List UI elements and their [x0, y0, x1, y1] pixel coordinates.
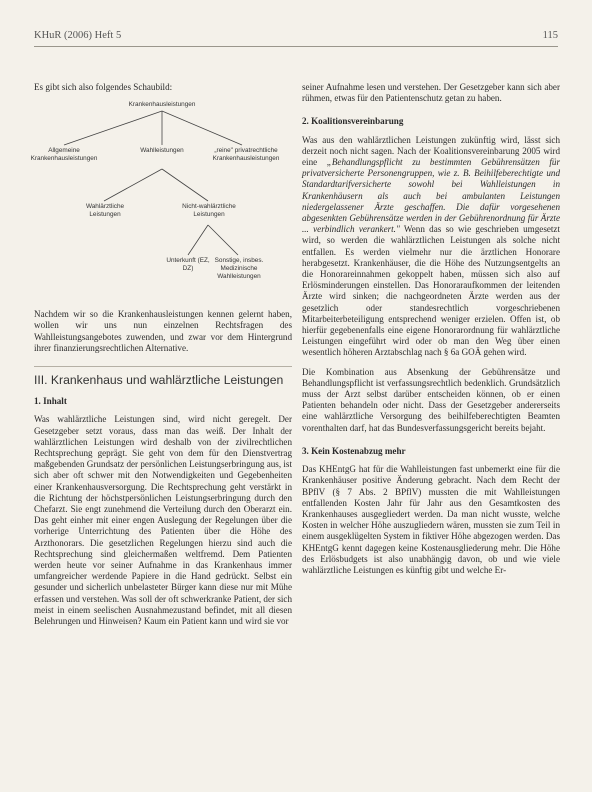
node-sonstige: Sonstige, insbes. Medizinische Wahlleistungen: [214, 257, 264, 281]
continuation-text: seiner Aufnahme lesen und verstehen. Der Gesetzgeber kann sich aber rühmen, etwas für den Patientenschutz getan zu haben.: [302, 82, 560, 104]
node-allgemeine: Allgemeine Krankenhausleistungen: [30, 147, 98, 163]
subheading-koalition: 2. Koalitionsvereinbarung: [302, 116, 404, 127]
left-column: [30, 82, 292, 627]
koalition-lead: Was aus den wahlärztlichen Leistungen zukünftig wird, lässt sich derzeit noch nicht sagen. Nach der Koalitionsvereinbarung 2005 wird eine: [302, 134, 560, 168]
subheading-kostenabzug: 3. Kein Kostenabzug mehr: [302, 445, 406, 456]
koalition-rest: Wenn das so wie geschrieben umgesetzt wird, so werden die wahlärztlichen Leistungen als solche nicht entfallen. Es werden vielmehr nur die ärztlichen Honorare herabgesetzt. Krankenhäuser, die die Höhe des Nutzungsentgelts an die Honorareinnahmen gekoppelt haben, müssen sich also auf Erlösminderungen einstellen. Das Honoraraufkommen der leitenden Ärzte wird sinken; die nachgeordneten Ärzte werden aus der gesetzlich oder standesrechtlich vorgeschriebenen Mitarbeiterbeteiligung entsprechend weniger erzielen. Offen ist, ob hierfür gegebenenfalls eine eigene Honorarordnung für wahlärztliche Leistungen eingeführt wird oder ob man den Weg über einen wesentlich höheren Arztabschlag nach § 6a GOÄ gehen wird.: [302, 224, 560, 358]
page-number: 115: [542, 30, 558, 41]
body-koalition: [302, 135, 560, 359]
edge-wahl-nichtwahl: [162, 169, 208, 201]
body-kostenabzug: Das KHEntgG hat für die Wahlleistungen fast unbemerkt eine für die Krankenhäuser positive Änderung gebracht. Nach dem Recht der BPflV (§ 7 Abs. 2 BPflV) mussten die mit Wahlleistungen entfallenden Kosten Jahr für Jahr aus den Gesamtkosten des Krankenhauses ausgegliedert werden. Da man nicht wusste, welche Kosten in welcher Höhe auszugliedern wären, mussten sie zum Teil in einem ausgeklügelten System in fiktiver Höhe abgezogen werden. Das KHEntgG kennt dagegen keine Kostenausgliederung mehr. Die Höhe des Erlösbudgets ist also unabhängig davon, ob und wie viele wahlärztliche Leistungen es künftig gibt und welche Er-: [302, 464, 560, 575]
hierarchy-diagram: [30, 95, 292, 309]
body-inhalt: Was wahlärztliche Leistungen sind, wird nicht geregelt. Der Gesetzgeber setzt voraus, dass man das weiß. Der Inhalt der wahlärztlichen Leistungen wird deshalb von der zivilrechtlichen Rechtsprechung geprägt. Sie geht von dem für den Dienstvertrag maßgebenden Grundsatz der persönlichen Leistungserbringung aus, ist sich aber oft schwer mit den Notwendigkeiten und Gegebenheiten einer Krankenhausversorgung. Die Rechtsprechung geht verstärkt in die Richtung der höchstpersönlichen Leistungserbringung durch den Chefarzt. Sie engt zunehmend die Verteilung durch den Oberarzt ein. Das geht einher mit einer engen Auslegung der Regelungen über die vorherige Unterrichtung des Patienten über die Höhe des Arzthonorars. Die gesetzlichen Regelungen hierzu sind auch die Rechtsprechung sind gleichermaßen weltfremd. Dem Patienten werden heute vor seiner Aufnahme in das Krankenhaus immer umfangreicher werdende Papiere in die Hand gedrückt. Selbst ein gesunder und sicherlich unbelasteter Bürger kann diese nur mit Mühe erfassen und verstehen. Was soll der oft schwerkranke Patient, der sich meist in einem seelischen Ausnahmezustand befindet, mit all diesen Belehrungen und Hinweisen? Kaum ein Patient kann und wird sie vor: [34, 414, 292, 627]
edge-root-allgemeine: [64, 111, 162, 145]
edge-nichtwahl-unterkunft: [188, 225, 208, 255]
node-wahlaerztlich: Wahlärztliche Leistungen: [85, 203, 125, 219]
intro-text: Es gibt sich also folgendes Schaubild:: [34, 82, 173, 92]
koalition-quote: „Behandlungspflicht zu bestimmten Gebührensätzen für privatversicherte Personengruppen, wie z. B. Beihilfeberechtigte und Standardtarifversicherte sowohl bei Wahlleistungen in Krankenhäusern als auch bei ambulanten Leistungen niedergelassener Ärzte geschaffen. Die dafür vorgesehenen abgesenkten Gebührensätze werden in der Gebührenordnung für Ärzte ... verbindlich verankert.": [302, 157, 560, 235]
edge-root-reine: [162, 111, 242, 145]
node-wahlleistungen: Wahlleistungen: [140, 147, 184, 155]
edge-nichtwahl-sonstige: [208, 225, 238, 255]
node-unterkunft: Unterkunft (EZ, DZ): [166, 257, 210, 273]
after-diagram-text: Nachdem wir so die Krankenhausleistungen kennen gelernt haben, wollen wir uns nun einzelnen Rechtsfragen des Wahlleistungsangebotes zuwenden, und zwar vor dem Hintergrund ihrer finanzierungsrechtlichen Alternative.: [34, 309, 292, 353]
header-rule: [34, 46, 558, 47]
node-root: Krankenhausleistungen: [128, 101, 196, 109]
body-kombination: Die Kombination aus Absenkung der Gebührensätze und Behandlungspflicht ist verfassungsrechtlich bedenklich. Grundsätzlich muss der Arzt selbst darüber entscheiden können, ob er einen Patienten behandeln oder nicht. Dass der Gesetzgeber andererseits eine wahlärztliche Versorgung des beihilfeberechtigten Beamten vorenthalten darf, hat das Bundesverfassungsgericht bereits bejaht.: [302, 366, 560, 433]
edge-wahl-wahlaerztlich: [104, 169, 162, 201]
node-reine: „reine" privatrechtliche Krankenhausleistungen: [212, 147, 280, 163]
page-header: [34, 30, 558, 44]
journal-title: KHuR (2006) Heft 5: [34, 30, 122, 41]
subheading-inhalt: 1. Inhalt: [34, 396, 67, 407]
right-column: [302, 82, 560, 576]
node-nicht-wahlaerztlich: Nicht-wahlärztliche Leistungen: [182, 203, 236, 219]
section-heading: III. Krankenhaus und wahlärztliche Leistungen: [34, 366, 292, 386]
